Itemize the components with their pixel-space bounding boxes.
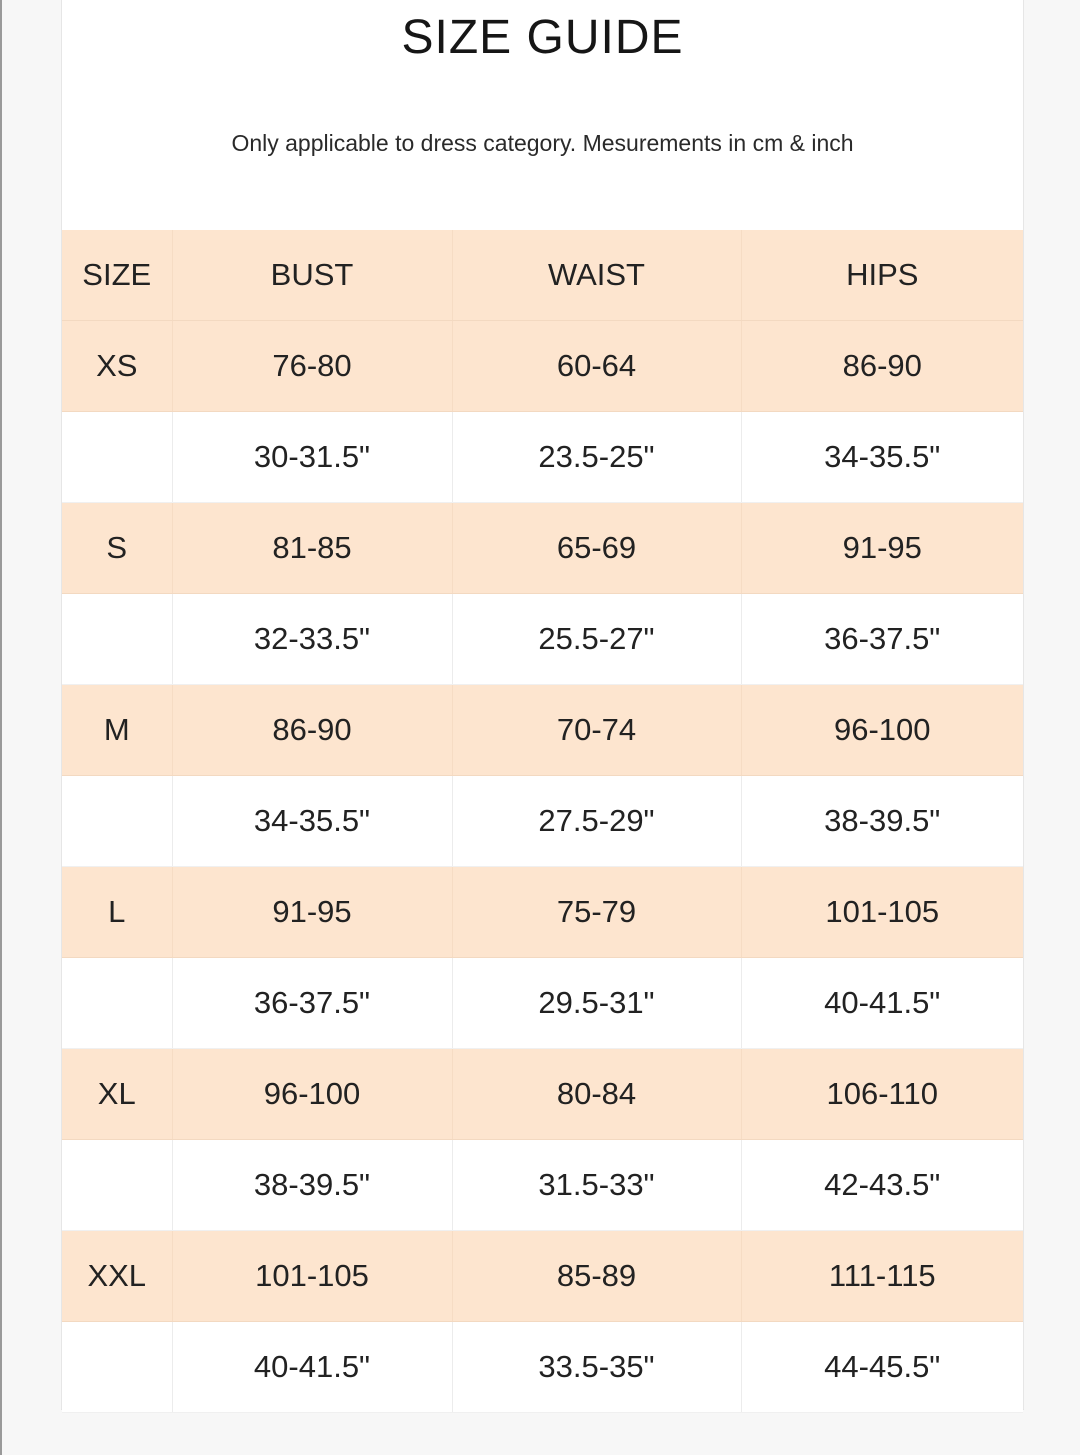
cell-bust: 76-80 (172, 321, 452, 412)
header-bust: BUST (172, 230, 452, 321)
cell-size: S (62, 503, 172, 594)
table-header-row (62, 230, 1023, 321)
cell-hips: 106-110 (741, 1049, 1023, 1140)
table-row-l-cm (62, 867, 1023, 958)
cell-hips: 38-39.5" (741, 776, 1023, 867)
cell-waist: 60-64 (452, 321, 741, 412)
cell-size: M (62, 685, 172, 776)
cell-size (62, 776, 172, 867)
cell-waist: 27.5-29" (452, 776, 741, 867)
cell-size: L (62, 867, 172, 958)
cell-size (62, 958, 172, 1049)
cell-hips: 91-95 (741, 503, 1023, 594)
table-row-s-inch (62, 594, 1023, 685)
cell-waist: 70-74 (452, 685, 741, 776)
cell-bust: 30-31.5" (172, 412, 452, 503)
table-row-xs-inch (62, 412, 1023, 503)
table-row-m-cm (62, 685, 1023, 776)
cell-waist: 23.5-25" (452, 412, 741, 503)
table-row-xl-cm (62, 1049, 1023, 1140)
cell-hips: 101-105 (741, 867, 1023, 958)
table-row-l-inch (62, 958, 1023, 1049)
table-row-s-cm (62, 503, 1023, 594)
cell-hips: 44-45.5" (741, 1322, 1023, 1413)
table-row-m-inch (62, 776, 1023, 867)
window-edge-divider (0, 0, 2, 1455)
cell-hips: 42-43.5" (741, 1140, 1023, 1231)
cell-bust: 34-35.5" (172, 776, 452, 867)
cell-waist: 65-69 (452, 503, 741, 594)
header-waist: WAIST (452, 230, 741, 321)
cell-hips: 36-37.5" (741, 594, 1023, 685)
table-row-xs-cm (62, 321, 1023, 412)
cell-waist: 85-89 (452, 1231, 741, 1322)
cell-waist: 75-79 (452, 867, 741, 958)
cell-hips: 96-100 (741, 685, 1023, 776)
page-subtitle: Only applicable to dress category. Mesurements in cm & inch (231, 130, 854, 156)
cell-bust: 96-100 (172, 1049, 452, 1140)
cell-size: XXL (62, 1231, 172, 1322)
table-row-xxl-inch (62, 1322, 1023, 1413)
cell-hips: 40-41.5" (741, 958, 1023, 1049)
cell-hips: 111-115 (741, 1231, 1023, 1322)
cell-waist: 25.5-27" (452, 594, 741, 685)
header-size: SIZE (62, 230, 172, 321)
cell-size (62, 1140, 172, 1231)
cell-size (62, 594, 172, 685)
table-row-xl-inch (62, 1140, 1023, 1231)
table-row-xxl-cm (62, 1231, 1023, 1322)
size-guide-panel (61, 0, 1024, 1410)
cell-size: XL (62, 1049, 172, 1140)
cell-size: XS (62, 321, 172, 412)
cell-waist: 29.5-31" (452, 958, 741, 1049)
header-hips: HIPS (741, 230, 1023, 321)
cell-bust: 101-105 (172, 1231, 452, 1322)
cell-hips: 86-90 (741, 321, 1023, 412)
cell-waist: 33.5-35" (452, 1322, 741, 1413)
cell-bust: 40-41.5" (172, 1322, 452, 1413)
cell-bust: 32-33.5" (172, 594, 452, 685)
cell-bust: 81-85 (172, 503, 452, 594)
cell-waist: 31.5-33" (452, 1140, 741, 1231)
cell-hips: 34-35.5" (741, 412, 1023, 503)
cell-size (62, 1322, 172, 1413)
cell-bust: 38-39.5" (172, 1140, 452, 1231)
cell-waist: 80-84 (452, 1049, 741, 1140)
cell-bust: 91-95 (172, 867, 452, 958)
page-title: SIZE GUIDE (401, 11, 684, 64)
cell-bust: 86-90 (172, 685, 452, 776)
size-guide-table (62, 230, 1023, 1413)
cell-size (62, 412, 172, 503)
cell-bust: 36-37.5" (172, 958, 452, 1049)
